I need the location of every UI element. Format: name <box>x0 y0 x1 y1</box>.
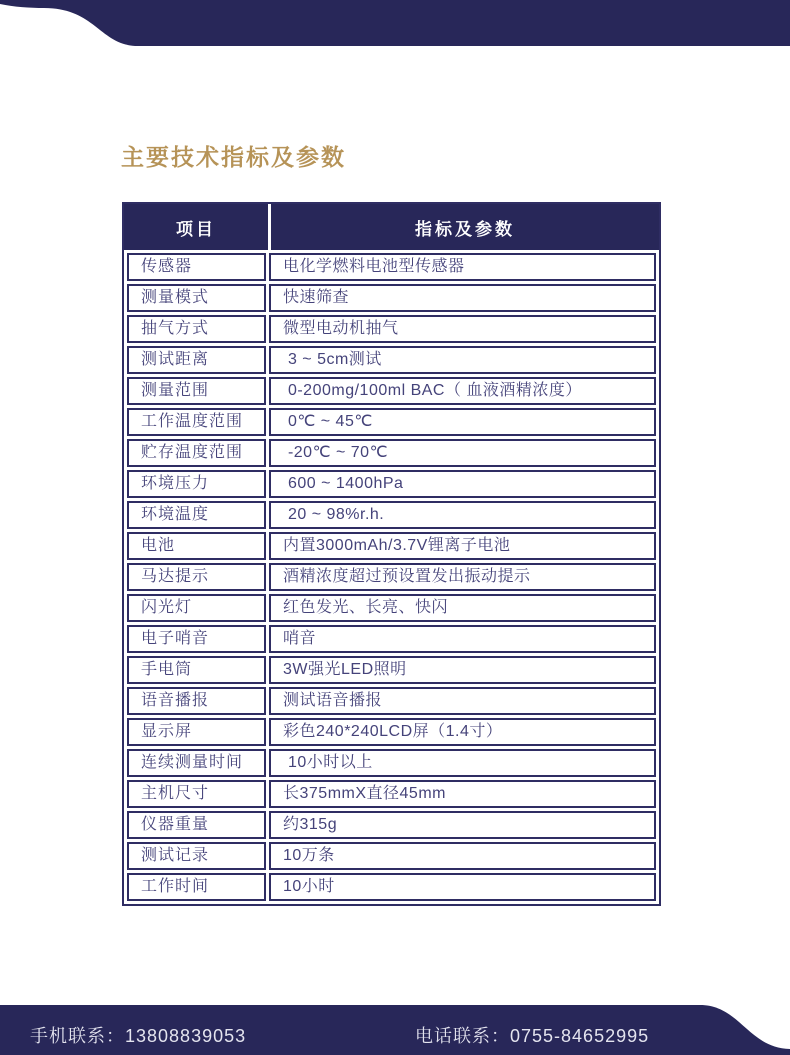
row-item-value: 0-200mg/100ml BAC（ 血液酒精浓度） <box>269 377 656 405</box>
row-item-label: 主机尺寸 <box>127 780 266 808</box>
row-item-value: 约315g <box>269 811 656 839</box>
table-row <box>127 501 656 529</box>
row-item-value: 长375mmX直径45mm <box>269 780 656 808</box>
spec-table <box>122 202 661 906</box>
table-row <box>127 470 656 498</box>
spec-table-header <box>124 204 659 250</box>
row-item-value: 20 ~ 98%r.h. <box>269 501 656 529</box>
row-item-label: 电池 <box>127 532 266 560</box>
row-item-value: 测试语音播报 <box>269 687 656 715</box>
table-row <box>127 315 656 343</box>
row-item-label: 测试记录 <box>127 842 266 870</box>
table-row <box>127 563 656 591</box>
row-item-label: 闪光灯 <box>127 594 266 622</box>
table-row <box>127 625 656 653</box>
table-row <box>127 532 656 560</box>
top-banner-wave <box>0 0 790 48</box>
row-item-value: 电化学燃料电池型传感器 <box>269 253 656 281</box>
table-row <box>127 346 656 374</box>
row-item-value: 内置3000mAh/3.7V锂离子电池 <box>269 532 656 560</box>
row-item-value: 3W强光LED照明 <box>269 656 656 684</box>
row-item-value: 600 ~ 1400hPa <box>269 470 656 498</box>
header-item-column: 项目 <box>176 219 216 239</box>
row-item-label: 连续测量时间 <box>127 749 266 777</box>
row-item-value: 10小时 <box>269 873 656 901</box>
page-title: 主要技术指标及参数 <box>121 144 346 170</box>
mobile-contact-number: 13808839053 <box>125 1026 247 1046</box>
table-row <box>127 408 656 436</box>
row-item-value: 酒精浓度超过预设置发出振动提示 <box>269 563 656 591</box>
phone-contact-number: 0755-84652995 <box>510 1026 650 1046</box>
header-value-column: 指标及参数 <box>415 219 515 239</box>
spec-table-body <box>124 250 659 904</box>
footer-contact-band <box>0 1003 790 1055</box>
row-item-label: 手电筒 <box>127 656 266 684</box>
mobile-contact-label: 手机联系： <box>30 1026 125 1046</box>
table-row <box>127 749 656 777</box>
table-row <box>127 439 656 467</box>
table-row <box>127 780 656 808</box>
row-item-value: 3 ~ 5cm测试 <box>269 346 656 374</box>
mobile-contact <box>30 1022 246 1048</box>
row-item-value: 红色发光、长亮、快闪 <box>269 594 656 622</box>
table-row <box>127 377 656 405</box>
row-item-value: 微型电动机抽气 <box>269 315 656 343</box>
table-row <box>127 718 656 746</box>
row-item-value: 10小时以上 <box>269 749 656 777</box>
row-item-label: 显示屏 <box>127 718 266 746</box>
row-item-value: -20℃ ~ 70℃ <box>269 439 656 467</box>
row-item-label: 工作时间 <box>127 873 266 901</box>
row-item-value: 0℃ ~ 45℃ <box>269 408 656 436</box>
row-item-label: 贮存温度范围 <box>127 439 266 467</box>
row-item-value: 哨音 <box>269 625 656 653</box>
row-item-label: 传感器 <box>127 253 266 281</box>
row-item-label: 环境温度 <box>127 501 266 529</box>
phone-contact-label: 电话联系： <box>415 1026 510 1046</box>
row-item-value: 彩色240*240LCD屏（1.4寸） <box>269 718 656 746</box>
row-item-label: 电子哨音 <box>127 625 266 653</box>
table-row <box>127 656 656 684</box>
row-item-label: 测量范围 <box>127 377 266 405</box>
row-item-label: 测试距离 <box>127 346 266 374</box>
row-item-value: 10万条 <box>269 842 656 870</box>
table-row <box>127 284 656 312</box>
row-item-label: 工作温度范围 <box>127 408 266 436</box>
table-row <box>127 873 656 901</box>
table-row <box>127 253 656 281</box>
phone-contact <box>415 1022 649 1048</box>
table-row <box>127 811 656 839</box>
row-item-label: 马达提示 <box>127 563 266 591</box>
row-item-label: 测量模式 <box>127 284 266 312</box>
row-item-label: 环境压力 <box>127 470 266 498</box>
table-row <box>127 687 656 715</box>
row-item-label: 语音播报 <box>127 687 266 715</box>
row-item-label: 仪器重量 <box>127 811 266 839</box>
row-item-label: 抽气方式 <box>127 315 266 343</box>
row-item-value: 快速筛查 <box>269 284 656 312</box>
table-row <box>127 594 656 622</box>
table-row <box>127 842 656 870</box>
